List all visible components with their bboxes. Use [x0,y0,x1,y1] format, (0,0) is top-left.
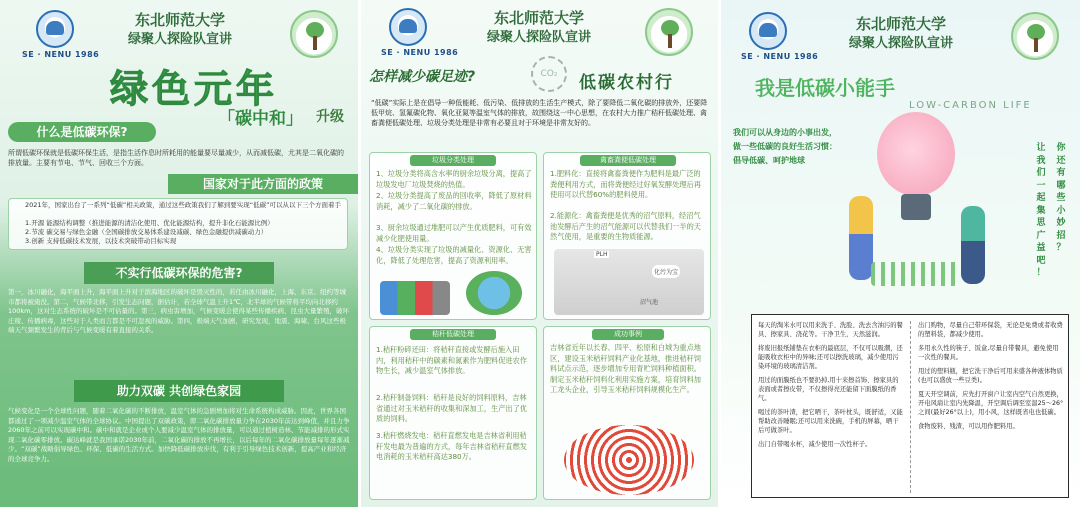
university-name: 东北师范大学 [134,11,225,29]
vertical-text-1 [1035,142,1047,280]
biogas-label: PLH [596,251,608,258]
university-logo-icon [389,8,427,46]
q1-text: 所谓低碳环保就是低碳环保生活，是指生活作息时所耗用的能量要尽量减少，从而减低碳，尤其是二氧化碳的排放量。主要有节电、节气、回收三个方面。 [8,149,344,167]
harm-text: 第一，冰川融化，海平面上升，海平面上升对于滨海地区的破坏是毁灭性的，若任由冰川融化，上海、东京、纽约等城市都将被淹没。第二，气候带北移，引发生态问题，据估计，若全球气温上升1℃，北半球的气候带将平均向北移约100km，这对生态系统的破坏是不可估量的。第三，病虫害增加，气候变暖会使得某些传播疾病、昆虫大量繁殖，破坏庄稼、传播病毒，这些对于人类而言都是不可忽视的威胁。第四，极端天气加剧，研究发现，地震、海啸、台风这些极端天气频繁发生的背后与气候变暖有着直接的关系。 [8,288,350,335]
char: ？ [1056,243,1066,253]
logo-text: SE · NENU 1986 [22,50,100,59]
box-straw [369,326,537,500]
box-head: 禽畜粪便低碳处理 [580,155,676,166]
team-name: 绿聚人探险队宣讲 [127,32,232,47]
person-right-icon [961,206,985,284]
policy-line: 3.创新 支持低碳技术发展，以技术突破带动目标实现 [25,237,177,245]
tip-item: 喝过的茶叶渣，把它晒干，茶叶枕头，既舒适，又能帮助改善睡眠;还可以用来洗碗，手机的屏幕，晒干后可做茶叶。 [758,409,903,434]
title-tail: 升级 [316,109,344,125]
tips-left-list [758,321,904,449]
tree-logo-icon [1011,12,1059,60]
garbage-line: 3、厨余垃圾通过堆肥可以产生优质肥料，可有效减少化肥使用量。 [376,223,532,243]
tip-item: 用过的塑料瓶，把它洗干净后可用来盛各种液体物质(也可以盛放一些豆类)。 [918,368,1063,384]
team-name: 绿聚人探险队宣讲 [848,36,953,51]
char: 益 [1036,243,1046,253]
char: 招 [1056,230,1066,241]
char: 有 [1056,168,1066,178]
policy-box [8,198,348,250]
manure-line: 2.能源化：禽畜粪便是优秀的沼气原料，经沼气池发酵后产生的沼气能源可以代替我们一半的天然气使用，是重要的生物质能源。 [550,211,701,241]
box-head: 秸秆低碳处理 [410,329,496,340]
section-policy: 国家对于此方面的政策 [168,174,358,194]
tip-item: 多用永久性的筷子、饭盒,尽量自带餐具，避免使用一次性的餐具。 [918,345,1059,361]
tips-divider [910,321,911,493]
straw-line: 2.秸秆制备饲料：秸秆是良好的饲料原料，吉林省通过对玉米秸秆的收集和深加工，生产出了优质的饲料。 [376,393,527,423]
char: ！ [1036,268,1046,278]
poster-rural-lowcarbon [361,0,718,507]
char: 哪 [1056,180,1066,191]
tip-item: 夏天开空调前，应先打开窗户让室内空气自然更换，开电风扇让室内先降温，开空调后调至室温25～26°之间(最好26°以上)，用小风，这样既省电也低碳。 [918,391,1064,416]
biogas-label: 化污为宝 [652,265,680,278]
box-head: 垃圾分类处理 [410,155,496,166]
section-dual-carbon: 助力双碳 共创绿色家园 [74,380,284,402]
garbage-line: 1、垃圾分类将高含水率的厨余垃圾分离，提高了垃圾发电厂垃圾焚烧的热值。 [376,169,532,189]
tip-item: 用过的面膜纸也不要扔掉,用十来擦首饰、擦家具的表面或者擦皮带，不仅擦得亮还能留下面膜纸的香气。 [758,377,899,402]
policy-line: 2021年，国家出台了一系列“低碳”相关政策，通过这些政策我们了解到要实现“低碳”可以从以下三个方面着手 [25,201,342,209]
title-highlight: 「碳中和」 [218,109,303,129]
box-garbage [369,152,537,320]
char: 一 [1036,180,1046,191]
tips-subtitle: LOW-CARBON LIFE [909,100,1032,111]
team-name: 绿聚人探险队宣讲 [486,30,591,45]
title-right: 低碳农村行 [579,73,674,93]
biogas-illustration [554,249,704,315]
co2-cloud-icon: CO₂ [531,56,567,92]
tip-item: 食物废料、残渣，可以用作肥料用。 [918,423,1019,430]
university-name: 东北师范大学 [493,9,584,27]
tree-logo-icon [645,8,693,56]
lightbulb-illustration [877,112,955,196]
char: 些 [1056,193,1066,203]
intro-line: 做一些低碳的良好生活习惯： [733,142,837,151]
char: 们 [1036,168,1046,178]
earth-illustration [466,271,522,315]
grass-illustration [871,262,961,286]
university-logo-icon [749,12,787,50]
tip-item: 出门自带喝水杯，减少使用一次性杯子。 [758,441,872,448]
char: 还 [1056,155,1066,166]
biogas-label: 沼气池 [640,299,659,306]
tree-logo-icon [290,10,338,58]
person-left-icon [849,196,873,280]
char: 妙 [1056,218,1066,228]
lightbulb-base-icon [901,194,931,220]
manure-line: 1.肥料化：直接将禽畜粪便作为肥料是最广泛的粪便利用方式，而将粪便经过好氧发酵处理后再使用可以代替60%的肥料使用。 [550,169,701,199]
intro-text: “低碳”实际上是在倡导一种低能耗、低污染、低排放的生活生产模式，除了要降低二氧化碳的排放外，还要降低甲烷、氢氟碳化物、氧化亚氮等温室气体的排放，故围绕这一中心思想，在农村大力推广秸秆低碳处理、禽畜粪便低碳处理、垃圾分类处理是非常有必要且对于环境是非常友好的。 [371,99,708,127]
tips-right-list [918,321,1064,431]
box-success-case [543,326,711,500]
tip-item: 将废旧报纸铺垫在衣柜的最底层，不仅可以吸潮，还能吸收衣柜中的异味;还可以擦洗玻璃，减少使用污染环境的玻璃清洁剂。 [758,345,903,370]
policy-line: 2.节流 碳交易与绿色金融（全国碳排放交易体系建设减碳、绿色金融提供减碳动力） [25,228,268,236]
char: 小 [1056,205,1066,216]
poster-lowcarbon-tips [721,0,1080,507]
policy-line: 1.开源 能源结构调整（推进能源的清洁化使用、优化能源结构，提升非化石能源比例） [25,219,274,227]
tip-item: 出门购物，尽量自己带环保袋，无论是免费或者收费的塑料袋，都减少使用。 [918,322,1063,338]
dual-carbon-text: 气候变化是一个全球性问题，随着二氧化碳的不断排放，温室气体的急剧增加将对生命系统构成威胁。因此，世界各国都通过了一项减少温室气体的全球协议。中国提出了双碳政策，即二氧化碳排放量力争在2030年前达到峰值，并且力争2060年之前可以实现碳中和。碳中和就是企业或个人要减少温室气体的排放量，可以通过植树造林、节能减排的形式实现二氧化碳零排放。碳达峰就是我国承诺2030年前，二氧化碳的排放不再增长，以后每年的二氧化碳排放量每年逐渐减少。“双碳”战略倡导绿色、环保、低碳的生活方式。加快降低碳排放步伐，有利于引导绿色技术创新，提高产业和经济的全球竞争力。 [8,407,350,463]
intro-line: 我们可以从身边的小事出发， [733,128,837,137]
tip-item: 每天的淘米水可以用来洗手、洗脸、洗去含油污的餐具、擦家具、浇花等。干净卫生，天然滋润。 [758,322,903,338]
garbage-bins-illustration [380,281,450,315]
char: 起 [1036,193,1046,203]
tips-title: 我是低碳小能手 [755,76,895,100]
wind-turbine-illustration [564,425,694,495]
logo-text: SE · NENU 1986 [741,52,819,61]
straw-line: 1.秸秆粉碎还田：将秸秆直接或发酵后施入田内，利用秸秆中的碳素和氮素作为肥料促进农作物生长，减少温室气体排放。 [376,345,527,375]
vertical-text-2 [1055,142,1067,255]
char: 你 [1056,143,1066,153]
university-logo-icon [36,10,74,48]
char: 让 [1036,143,1046,153]
section-what-is-lowcarbon: 什么是低碳环保? [8,122,156,142]
char: 吧 [1036,255,1046,266]
char: 广 [1036,230,1046,241]
garbage-line: 4、垃圾分类实现了垃圾的减量化、资源化、无害化，降低了处理危害，提高了资源利用率。 [376,245,532,265]
logo-text: SE · NENU 1986 [381,48,459,57]
section-harm: 不实行低碳环保的危害? [84,262,274,284]
university-name: 东北师范大学 [855,15,946,33]
char: 思 [1036,218,1046,228]
box-manure [543,152,711,320]
straw-line: 3.秸秆燃烧发电：秸秆直燃发电是吉林省利用秸秆发电最为普遍的方式，每年吉林省秸秆直燃发电消耗的玉米秸秆高达380万。 [376,431,527,461]
poster-green-year [0,0,358,507]
tips-box [751,314,1069,498]
main-title: 绿色元年 [110,67,279,111]
char: 集 [1036,205,1046,216]
box-head: 成功事例 [592,329,664,340]
title-left: 怎样减少碳足迹? [369,69,476,85]
garbage-line: 2、垃圾分类提高了废品的回收率，降低了原材料消耗，减少了二氧化碳的排放。 [376,191,532,211]
success-text: 吉林省近年以长春、四平、松原和白城为重点地区，建设玉米秸秆饲料产业化基地，推进秸秆饲料试点示范，逐步增加专用青贮饲料种植面积。制定玉米秸秆饲料化利用实施方案，培育饲料加工龙头企业，引导玉米秸秆饲料规模化生产。 [550,343,701,394]
char: 我 [1036,155,1046,166]
intro-line: 倡导低碳、呵护地球 [733,156,805,165]
